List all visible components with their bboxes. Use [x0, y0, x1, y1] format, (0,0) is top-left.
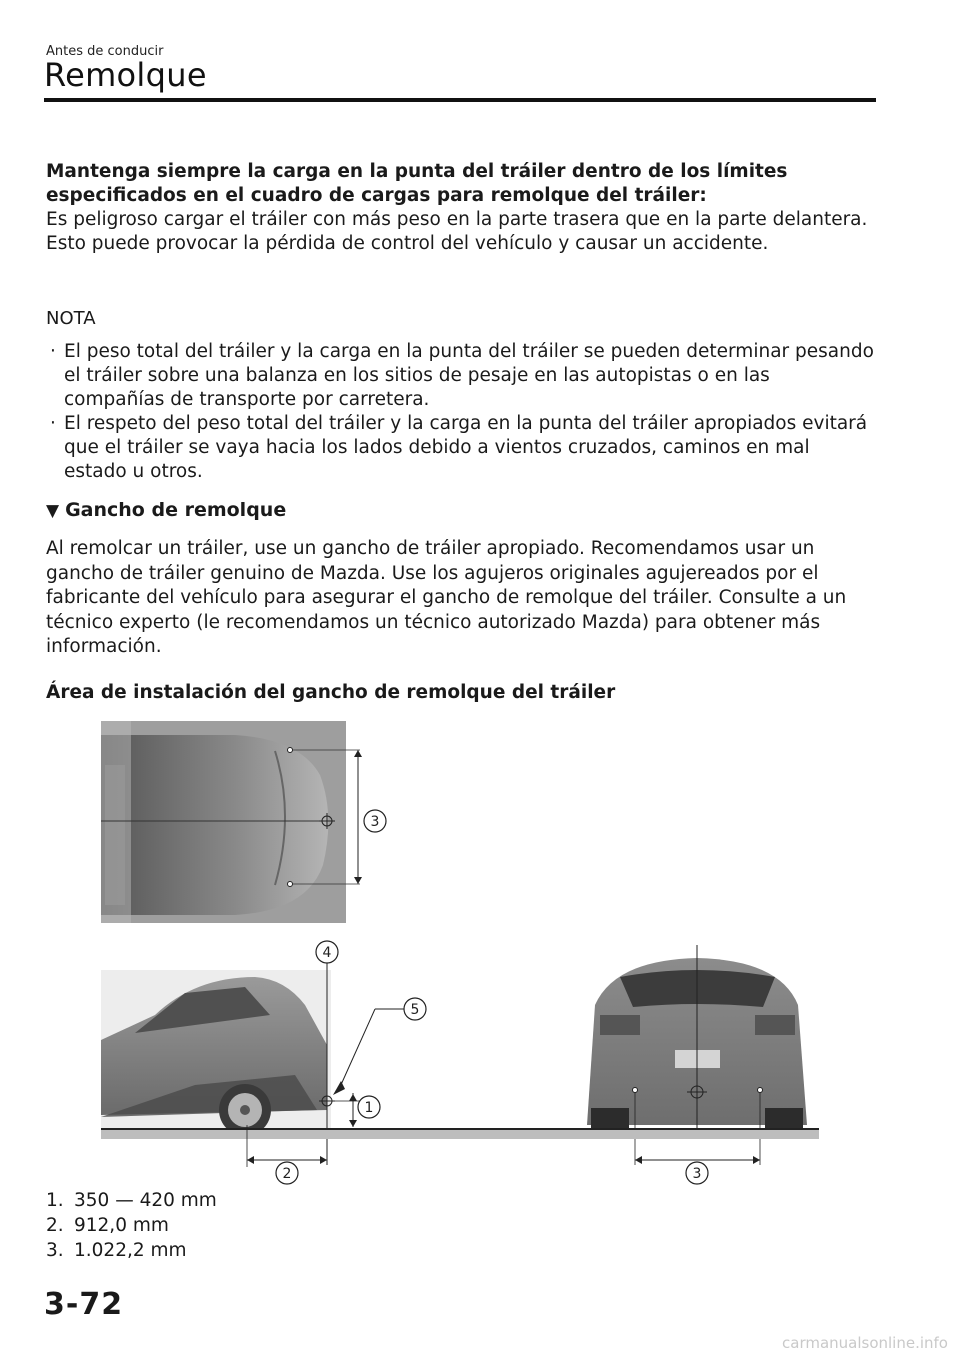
warning-body: Es peligroso cargar el tráiler con más peso en la parte trasera que en la parte delantera. Esto puede provocar la pérdida de control del vehículo y causar un accidente.: [46, 209, 868, 254]
page-number: 3-72: [44, 1287, 124, 1322]
legend-value: 1.022,2 mm: [74, 1240, 187, 1261]
legend-number: 2.: [46, 1215, 64, 1236]
callout-4-label: 4: [322, 945, 332, 961]
callout-4: [316, 941, 338, 963]
legend-number: 3.: [46, 1240, 64, 1261]
header-divider: [44, 98, 876, 102]
side-view-image: [101, 970, 331, 1136]
callout-2-label: 2: [282, 1166, 292, 1182]
note-list: [46, 340, 876, 484]
note-text: El respeto del peso total del tráiler y la carga en la punta del tráiler apropiados evitará que el tráiler se vaya hacia los lados debido a vientos cruzados, caminos en mal estado u otros.: [64, 413, 868, 482]
bullet-icon: ·: [50, 413, 56, 434]
callout-1-label: 1: [364, 1100, 374, 1116]
section-paragraph: Al remolcar un tráiler, use un gancho de tráiler apropiado. Recomendamos usar un gancho de tráiler genuino de Mazda. Use los agujeros originales agujereados por el fabricante del vehículo para asegurar el gancho de remolque del tráiler. Consulte a un técnico experto (le recomendamos un técnico autorizado Mazda) para obtener más información.: [46, 538, 847, 657]
callout-5-label: 5: [410, 1002, 420, 1018]
callout-3-rear: [686, 1162, 708, 1184]
watermark: carmanualsonline.info: [782, 1334, 948, 1352]
section-heading: [46, 499, 286, 521]
top-view-image: [101, 721, 360, 923]
bullet-icon: ·: [50, 341, 56, 362]
warning-heading: Mantenga siempre la carga en la punta del tráiler dentro de los límites especificados en el cuadro de cargas para remolque del tráiler:: [46, 161, 788, 206]
callout-1: [358, 1096, 380, 1118]
legend-value: 350 — 420 mm: [74, 1190, 217, 1211]
note-label: NOTA: [46, 308, 96, 329]
legend-item: [46, 1238, 217, 1263]
page-title: Remolque: [44, 56, 207, 94]
callout-5: [375, 998, 426, 1020]
legend-item: [46, 1213, 217, 1238]
dimension-legend: [46, 1188, 217, 1263]
tow-hitch-diagram: [95, 715, 835, 1195]
callout-3-rear-label: 3: [692, 1166, 702, 1182]
legend-value: 912,0 mm: [74, 1215, 169, 1236]
note-item: [46, 340, 876, 412]
note-text: El peso total del tráiler y la carga en la punta del tráiler se pueden determinar pesando el tráiler sobre una balanza en los sitios de pesaje en las autopistas o en las compañías de transporte por carretera.: [64, 341, 874, 410]
callout-2: [276, 1162, 298, 1184]
figure-title: Área de instalación del gancho de remolque del tráiler: [46, 682, 616, 703]
section-label: Antes de conducir: [46, 44, 164, 59]
section-heading-text: Gancho de remolque: [65, 499, 287, 521]
note-item: [46, 412, 876, 484]
warning-block: [46, 160, 876, 256]
callout-3-top-label: 3: [370, 814, 380, 830]
callout-3-top: [364, 810, 386, 832]
legend-item: [46, 1188, 217, 1213]
triangle-down-icon: ▼: [46, 501, 60, 521]
legend-number: 1.: [46, 1190, 64, 1211]
